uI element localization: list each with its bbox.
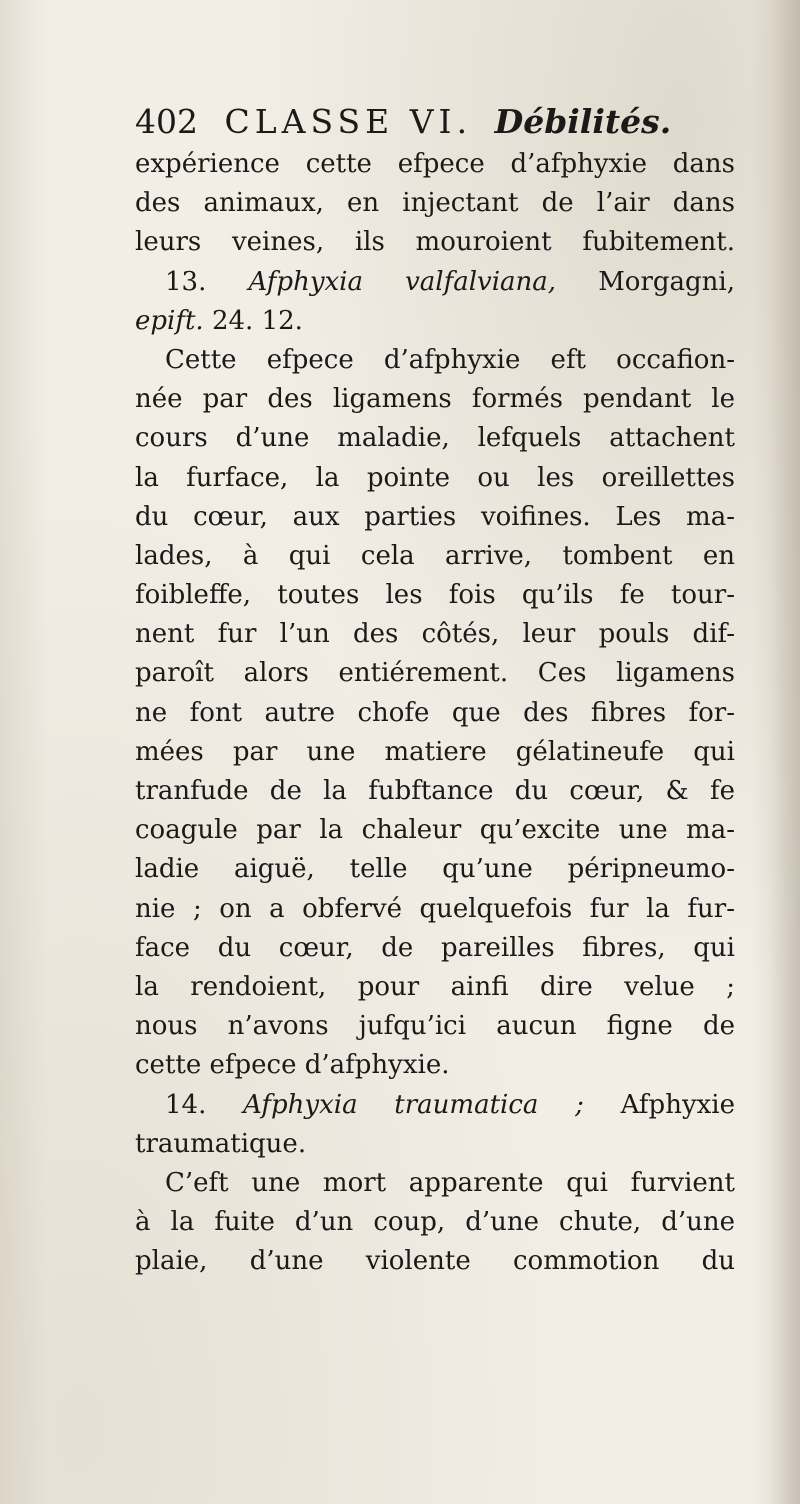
text-line: mées par une matiere gélatineufe qui bbox=[135, 736, 735, 767]
text-line: plaie, d’une violente commotion du bbox=[135, 1246, 735, 1277]
text-line: cette efpece d’afphyxie. bbox=[135, 1050, 450, 1081]
page-number: 402 bbox=[135, 102, 198, 141]
entry-latin-name: Afphyxia traumatica ; bbox=[243, 1089, 584, 1120]
page-fold-shadow bbox=[770, 0, 800, 1504]
entry-heading-13 bbox=[135, 263, 735, 302]
entry-reference bbox=[135, 302, 735, 341]
text-line: ladie aiguë, telle qu’une péripneumo- bbox=[135, 854, 735, 885]
text-line: ne font autre chofe que des fibres for- bbox=[135, 697, 735, 728]
entry-french-name: Afphyxie bbox=[620, 1089, 735, 1120]
text-line: tranfude de la fubftance du cœur, & fe bbox=[135, 776, 735, 806]
entry-heading-14 bbox=[135, 1086, 735, 1125]
text-line: traumatique. bbox=[135, 1128, 307, 1159]
text-line: née par des ligamens formés pendant le bbox=[135, 384, 735, 415]
text-line: lades, à qui cela arrive, tombent en bbox=[135, 540, 735, 571]
text-line: la furface, la pointe ou les oreillettes bbox=[135, 462, 735, 493]
text-line: cours d’une maladie, lefquels attachent bbox=[135, 423, 735, 454]
reference-label: epift. bbox=[135, 305, 204, 336]
text-line: face du cœur, de pareilles fibres, qui bbox=[135, 932, 735, 963]
entry-number: 13. bbox=[165, 266, 207, 297]
text-line: nous n’avons jufqu’ici aucun figne de bbox=[135, 1011, 735, 1042]
entry-author: Morgagni, bbox=[598, 266, 736, 297]
section-title: Débilités. bbox=[494, 102, 672, 141]
text-line: du cœur, aux parties voifines. Les ma- bbox=[135, 501, 735, 532]
body-text bbox=[135, 145, 735, 1281]
text-line: expérience cette efpece d’afphyxie dans bbox=[135, 149, 735, 179]
text-line: paroît alors entiérement. Ces ligamens bbox=[135, 658, 735, 689]
text-line: des animaux, en injectant de l’air dans bbox=[135, 188, 735, 219]
text-line: leurs veines, ils mouroient fubitement. bbox=[135, 227, 735, 258]
reference-numbers: 24. 12. bbox=[211, 305, 303, 336]
text-line: Cette efpece d’afphyxie eft occafion- bbox=[165, 344, 735, 375]
text-line: coagule par la chaleur qu’excite une ma- bbox=[135, 815, 735, 846]
text-line: à la fuite d’un coup, d’une chute, d’une bbox=[135, 1207, 735, 1238]
text-line: C’eft une mort apparente qui furvient bbox=[165, 1167, 735, 1198]
entry-number: 14. bbox=[165, 1089, 207, 1120]
chapter-class: CLASSE VI. bbox=[224, 102, 473, 141]
text-line: nent fur l’un des côtés, leur pouls dif- bbox=[135, 619, 735, 650]
entry-latin-name: Afphyxia valfalviana, bbox=[248, 266, 557, 297]
text-line: nie ; on a obfervé quelquefois fur la fur- bbox=[135, 893, 735, 924]
text-line: foibleffe, toutes les fois qu’ils fe tour- bbox=[135, 580, 735, 611]
text-line: la rendoient, pour ainfi dire velue ; bbox=[135, 971, 735, 1002]
running-header bbox=[135, 102, 671, 142]
